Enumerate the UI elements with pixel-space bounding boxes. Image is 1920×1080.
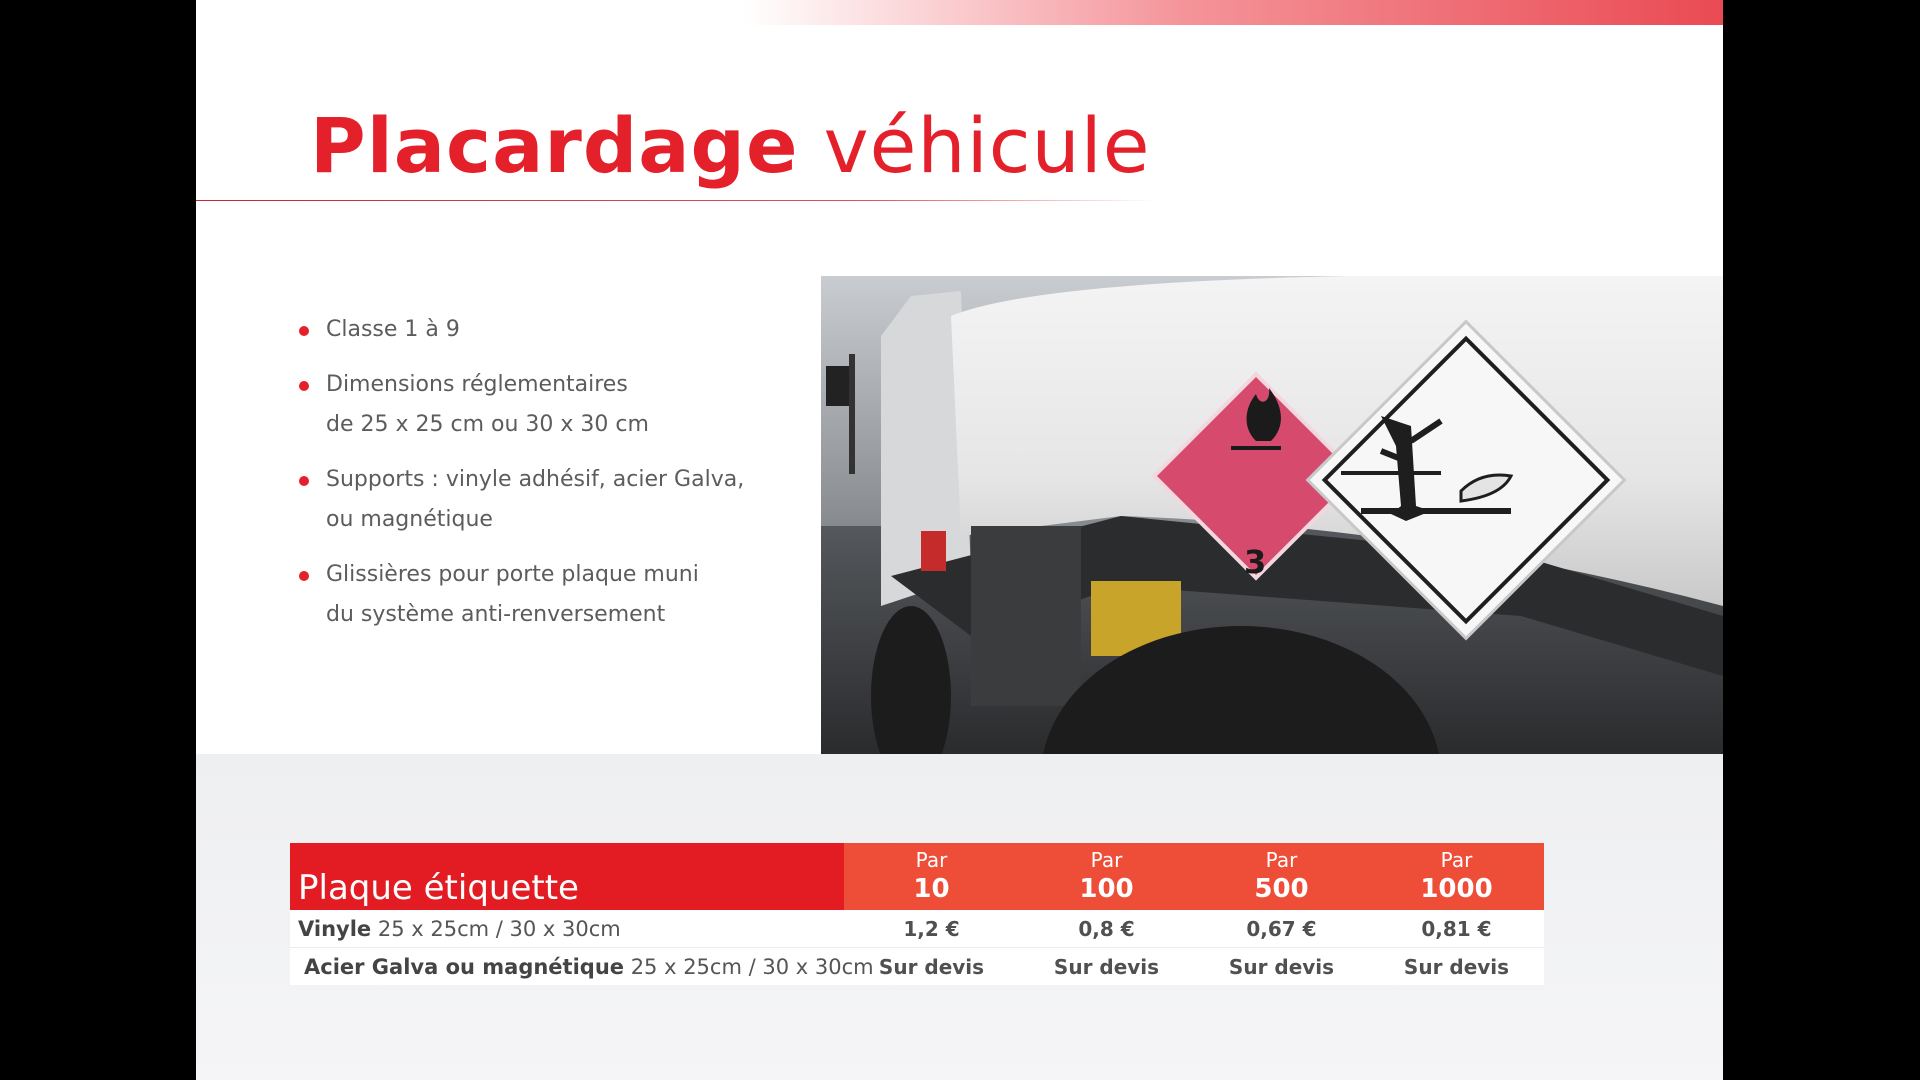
table-header-label: [290, 843, 844, 910]
qty-prefix: Par: [915, 848, 948, 872]
price-cell: Sur devis: [1228, 954, 1335, 979]
title-light-part: véhicule: [823, 101, 1151, 190]
row-label: [290, 917, 844, 941]
price-cell: Sur devis: [878, 954, 985, 979]
feature-text: Glissières pour porte plaque muni: [326, 562, 699, 587]
feature-text: Supports : vinyle adhésif, acier Galva,: [326, 467, 745, 492]
qty-value: 100: [1079, 874, 1134, 904]
title-bold-part: Placardage: [310, 101, 799, 190]
price-table-header: [290, 843, 1544, 910]
table-row: [290, 910, 1544, 947]
page: [196, 0, 1723, 1080]
feature-text: de 25 x 25 cm ou 30 x 30 cm: [326, 412, 649, 437]
qty-column-header: [844, 843, 1019, 910]
feature-item: [299, 365, 744, 445]
qty-prefix: Par: [1090, 848, 1123, 872]
feature-text: ou magnétique: [326, 507, 493, 532]
price-cell: Sur devis: [1053, 954, 1160, 979]
row-product-name: Acier Galva ou magnétique: [304, 954, 625, 979]
table-row: [290, 948, 1544, 985]
row-product-size: 25 x 25cm / 30 x 30cm: [371, 916, 621, 941]
feature-item: [299, 310, 744, 350]
qty-column-header: [1369, 843, 1544, 910]
price-table: [290, 843, 1544, 985]
bullet-icon: [299, 571, 309, 581]
price-cell: 0,67 €: [1246, 916, 1317, 941]
feature-text: Classe 1 à 9: [326, 317, 460, 342]
price-cell: 0,81 €: [1421, 916, 1492, 941]
price-cell: 1,2 €: [903, 916, 960, 941]
page-title: [310, 96, 1151, 196]
row-label: [290, 954, 874, 979]
tanker-truck-photo: [821, 276, 1723, 754]
top-accent-bar: [743, 0, 1723, 25]
feature-list: [299, 310, 744, 650]
table-header-label-text: Plaque étiquette: [298, 868, 579, 908]
qty-prefix: Par: [1265, 848, 1298, 872]
price-cell: 0,8 €: [1078, 916, 1135, 941]
row-product-name: Vinyle: [298, 916, 372, 941]
feature-text: du système anti-renversement: [326, 602, 666, 627]
placard-number: 3: [1244, 543, 1267, 581]
qty-value: 10: [913, 874, 950, 904]
title-underline: [196, 200, 1156, 201]
feature-item: [299, 555, 744, 635]
qty-value: 500: [1254, 874, 1309, 904]
feature-text: Dimensions réglementaires: [326, 372, 628, 397]
qty-value: 1000: [1420, 874, 1493, 904]
feature-item: [299, 460, 744, 540]
price-cell: Sur devis: [1403, 954, 1510, 979]
row-product-size: 25 x 25cm / 30 x 30cm: [624, 954, 874, 979]
qty-column-header: [1019, 843, 1194, 910]
qty-prefix: Par: [1440, 848, 1473, 872]
bullet-icon: [299, 381, 309, 391]
bullet-icon: [299, 476, 309, 486]
qty-column-header: [1194, 843, 1369, 910]
bullet-icon: [299, 326, 309, 336]
